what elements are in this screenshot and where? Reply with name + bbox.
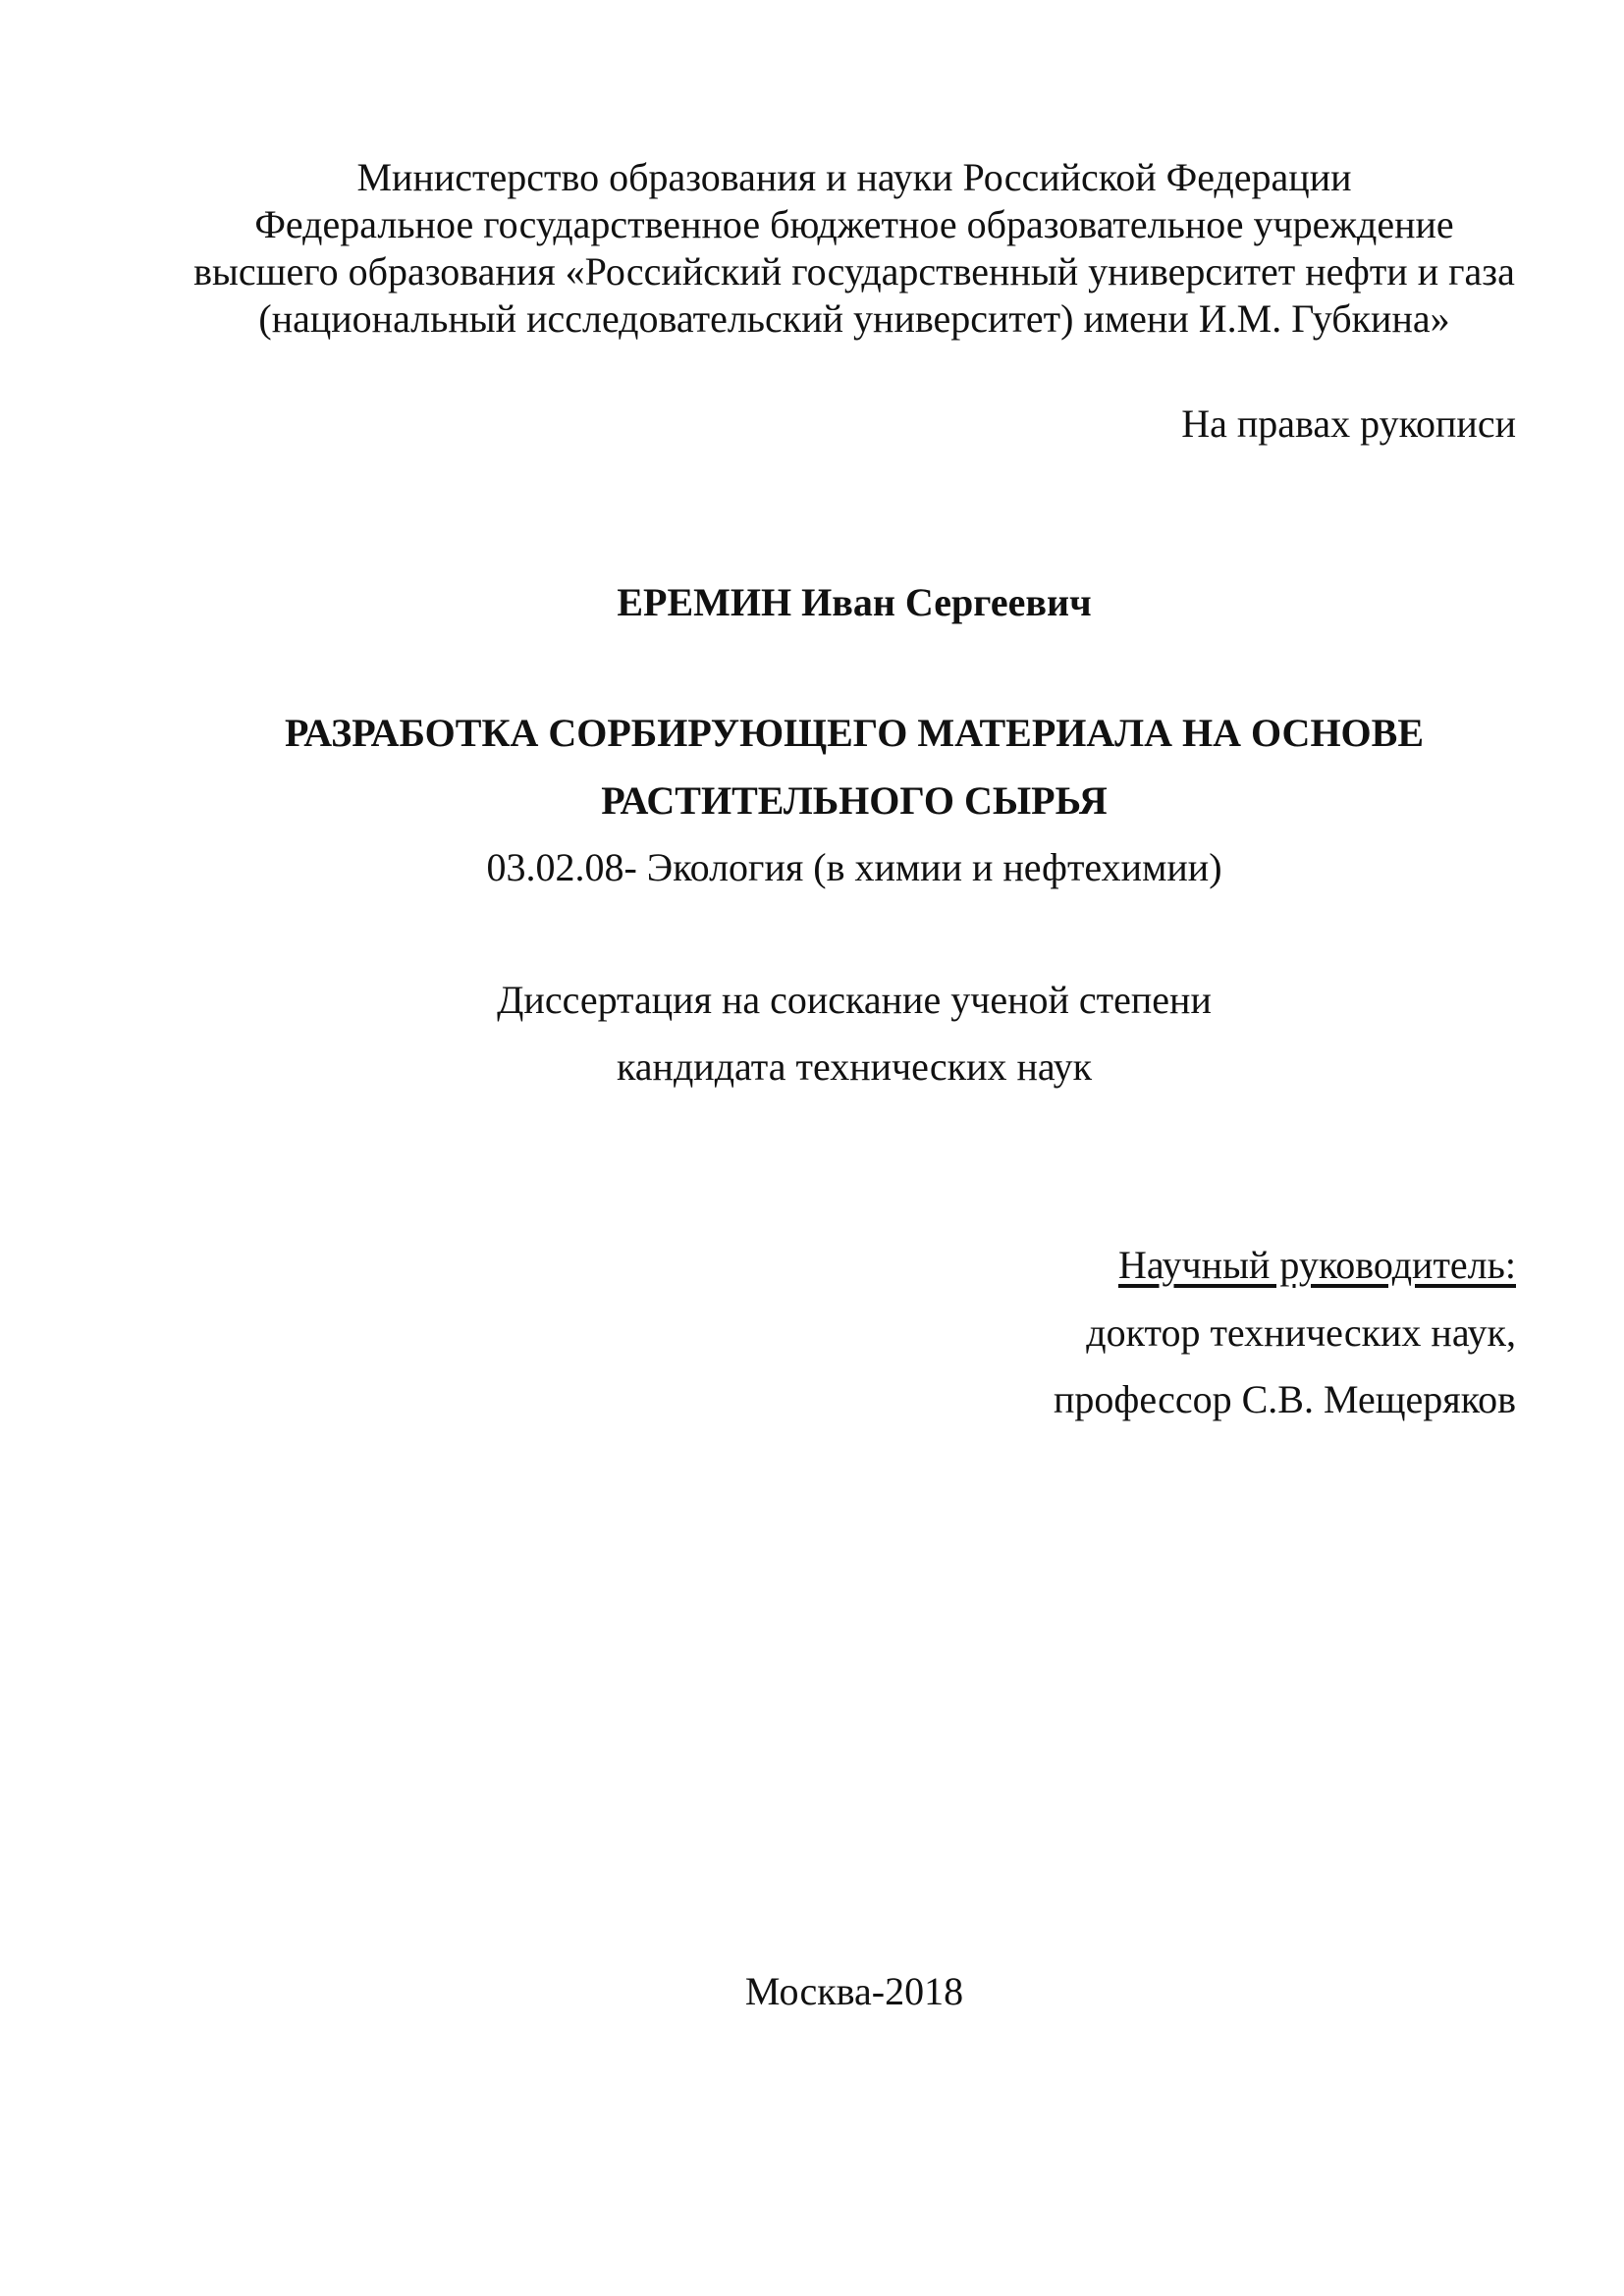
dissertation-title-line-2: РАСТИТЕЛЬНОГО СЫРЬЯ — [601, 778, 1108, 823]
degree-line-2: кандидата технических наук — [616, 1044, 1093, 1089]
author-name: ЕРЕМИН Иван Сергеевич — [617, 580, 1092, 624]
dissertation-title-line-1: РАЗРАБОТКА СОРБИРУЮЩЕГО МАТЕРИАЛА НА ОСНОВЕ — [284, 711, 1425, 755]
city-year: Москва-2018 — [744, 1969, 964, 2013]
degree-line-1: Диссертация на соискание ученой степени — [497, 978, 1212, 1022]
supervisor-degree: доктор технических наук, — [1086, 1310, 1516, 1355]
specialty-code: 03.02.08- Экология (в химии и нефтехимии) — [486, 845, 1222, 889]
institution-line-2: высшего образования «Российский государственный университет нефти и газа — [193, 249, 1515, 294]
ministry-line: Министерство образования и науки Российской Федерации — [356, 155, 1352, 199]
institution-line-3: (национальный исследовательский университет) имени И.М. Губкина» — [258, 296, 1450, 341]
supervisor-name: профессор С.В. Мещеряков — [1054, 1377, 1516, 1421]
manuscript-note: На правах рукописи — [1181, 401, 1516, 446]
institution-line-1: Федеральное государственное бюджетное образовательное учреждение — [254, 202, 1454, 246]
supervisor-heading: Научный руководитель: — [1117, 1243, 1516, 1287]
